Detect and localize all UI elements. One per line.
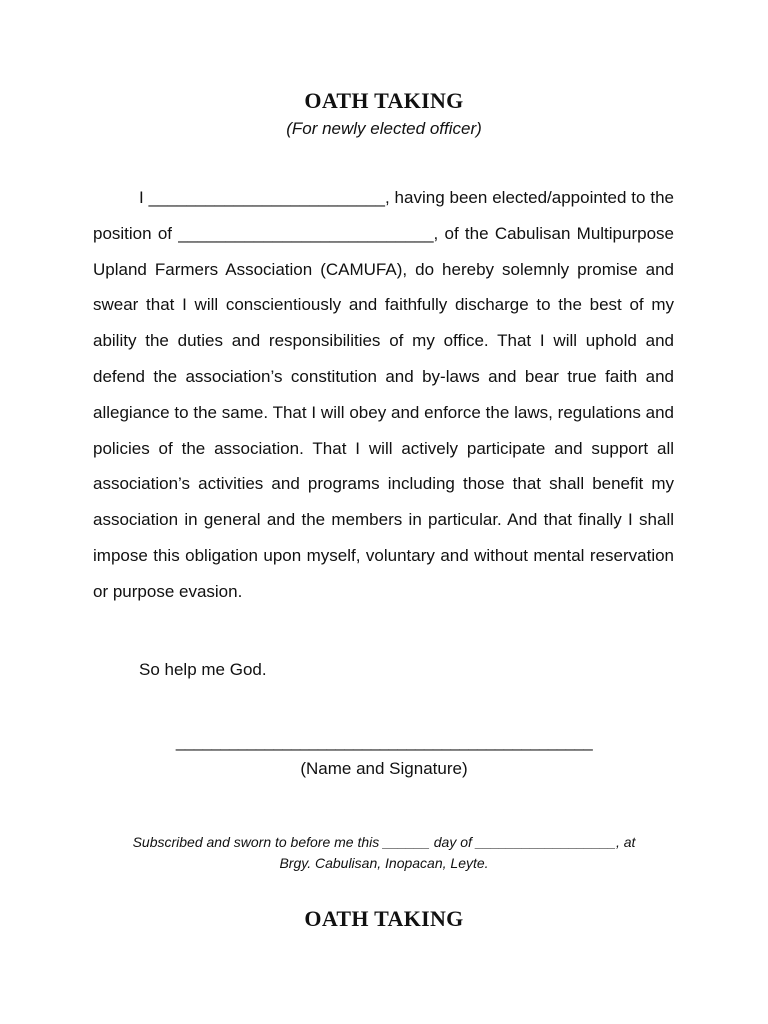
document-title: OATH TAKING — [304, 88, 464, 113]
next-page-title: OATH TAKING — [304, 906, 464, 931]
signature-label: (Name and Signature) — [300, 759, 468, 778]
sworn-statement — [84, 832, 684, 874]
sworn-statement-line-1: Subscribed and sworn to before me this ______ day of __________________, at — [132, 834, 636, 850]
oath-paragraph: I _________________________, having been elected/appointed to the position of ___________________________, of the Cabulisan Multipurpose Upland Farmers Association (CAMUFA), do hereby solemnly promise and swear that I will conscientiously and faithfully discharge to the best of my ability the duties and responsibilities of my office. That I will uphold and defend the association’s constitution and by-laws and bear true faith and allegiance to the same. That I will obey and enforce the laws, regulations and policies of the association. That I will actively participate and support all association’s activities and programs including those that shall benefit my association in general and the members in particular. And that finally I shall impose this obligation upon myself, voluntary and without mental reservation or purpose evasion. — [93, 188, 674, 601]
document-subtitle: (For newly elected officer) — [286, 119, 482, 138]
sworn-statement-line-2: Brgy. Cabulisan, Inopacan, Leyte. — [279, 855, 489, 871]
closing-line: So help me God. — [139, 660, 267, 679]
signature-line: _______________________________________________ — [175, 732, 593, 751]
